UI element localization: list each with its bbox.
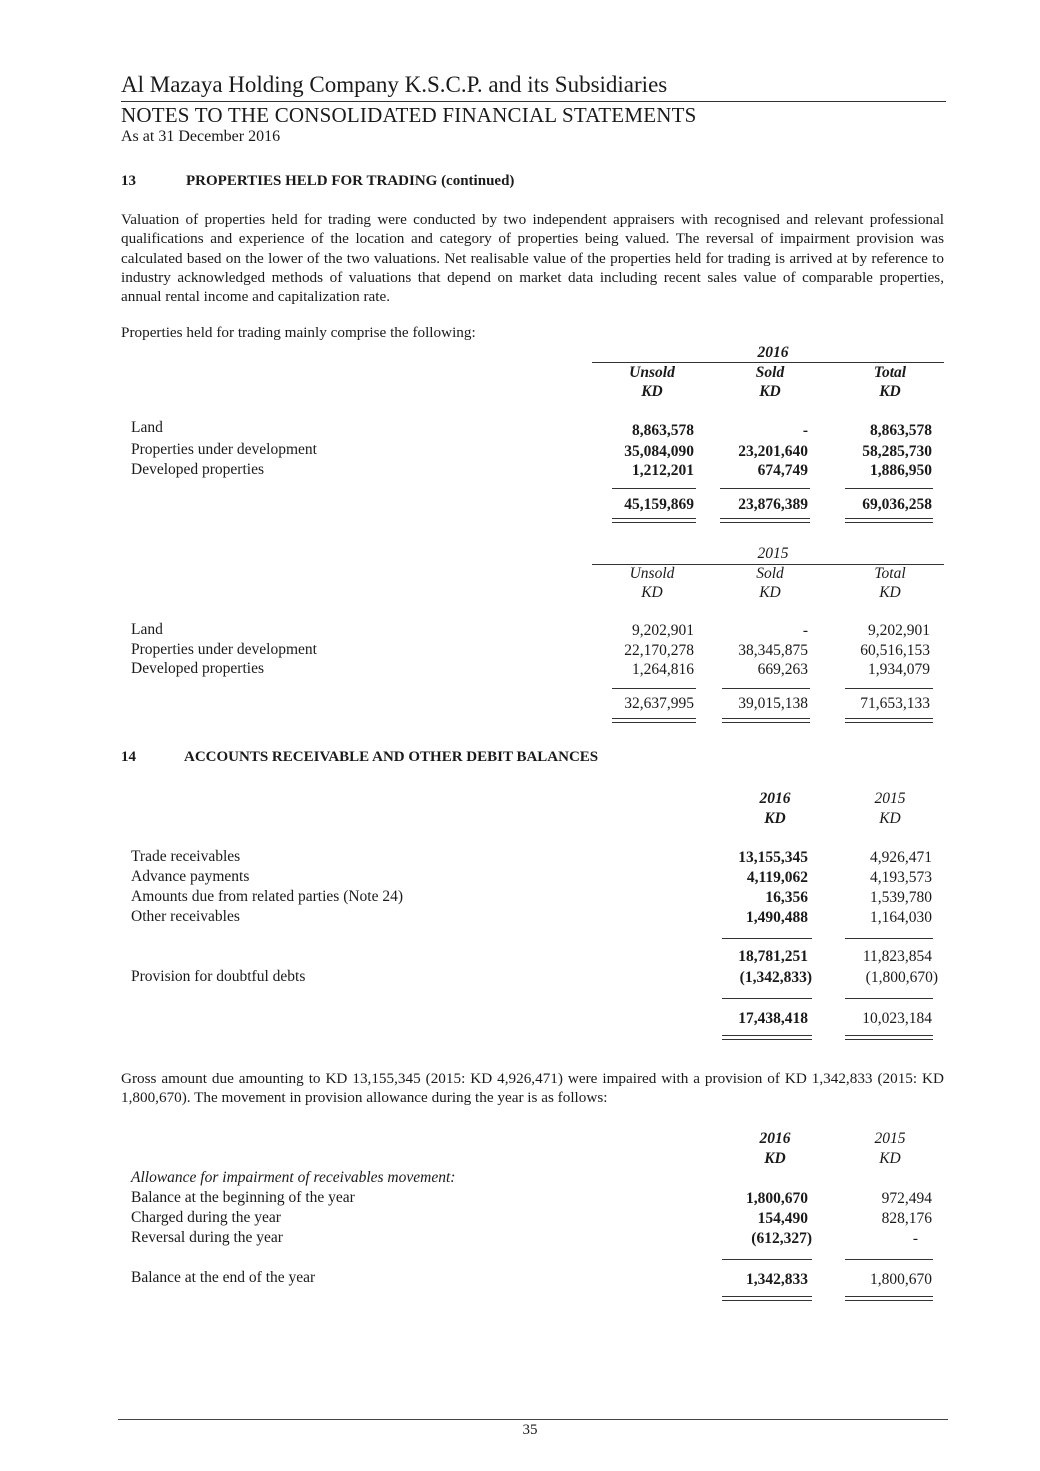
subtotal-rule xyxy=(845,688,933,689)
row-label: Developed properties xyxy=(131,461,264,478)
col-2015-unit: KD xyxy=(879,810,901,827)
subtotal-rule xyxy=(845,998,933,999)
col-total-2015: Total xyxy=(874,565,906,582)
movement-col-2015-unit: KD xyxy=(879,1150,901,1167)
table-cell: - xyxy=(912,1230,918,1247)
subtotal-rule xyxy=(722,1259,812,1260)
table-cell: 23,201,640 xyxy=(738,443,808,460)
provision-label: Provision for doubtful debts xyxy=(131,968,306,985)
subtotal-rule xyxy=(720,488,810,489)
balance-end-cell: 1,342,833 xyxy=(746,1271,808,1288)
row-label: Balance at the beginning of the year xyxy=(131,1189,355,1206)
subtotal-rule xyxy=(845,488,933,489)
provision-cell: (1,342,833) xyxy=(739,969,812,986)
table-cell: 1,164,030 xyxy=(870,909,932,926)
row-label: Reversal during the year xyxy=(131,1229,283,1246)
table-cell: 35,084,090 xyxy=(624,443,694,460)
table-cell: 674,749 xyxy=(757,462,808,479)
movement-caption: Allowance for impairment of receivables movement: xyxy=(131,1169,456,1186)
subtotal-rule xyxy=(612,488,696,489)
table-cell: 8,863,578 xyxy=(870,422,932,439)
subtotal-cell: 18,781,251 xyxy=(738,948,808,965)
col-total-2016: Total xyxy=(873,364,907,381)
note-13-number: 13 xyxy=(121,173,136,189)
table-cell: - xyxy=(802,422,808,439)
table-total: 39,015,138 xyxy=(738,695,808,712)
total-double-rule xyxy=(612,718,696,723)
footer-rule xyxy=(118,1419,948,1420)
page-number: 35 xyxy=(522,1422,538,1438)
movement-col-2016: 2016 xyxy=(759,1130,791,1147)
table-cell: (612,327) xyxy=(751,1230,812,1247)
notes-title: NOTES TO THE CONSOLIDATED FINANCIAL STATEMENTS xyxy=(121,103,697,127)
table-cell: 1,800,670 xyxy=(746,1190,808,1207)
col-unsold-2015: Unsold xyxy=(629,565,675,582)
table-cell: 1,934,079 xyxy=(868,661,930,678)
total-double-rule xyxy=(722,1035,812,1040)
movement-col-2016-unit: KD xyxy=(764,1150,786,1167)
table-cell: 828,176 xyxy=(881,1210,932,1227)
table-2016-year: 2016 xyxy=(757,344,789,361)
table-cell: 1,212,201 xyxy=(632,462,694,479)
subtotal-rule xyxy=(722,938,812,939)
total-double-rule xyxy=(720,518,810,523)
subtotal-rule xyxy=(722,688,810,689)
table-2016-header-rule xyxy=(592,362,944,363)
table-cell: 4,926,471 xyxy=(870,849,932,866)
table-total: 71,653,133 xyxy=(860,695,930,712)
table-cell: 38,345,875 xyxy=(738,642,808,659)
total-double-rule xyxy=(722,718,810,723)
note-14-paragraph: Gross amount due amounting to KD 13,155,345 (2015: KD 4,926,471) were impaired with a provision of KD 1,342,833 (2015: KD 1,800,670). The movement in provision allowance during the year is as follows: xyxy=(121,1070,944,1107)
table-cell: 1,490,488 xyxy=(746,909,808,926)
row-label: Other receivables xyxy=(131,908,240,925)
table-cell: 154,490 xyxy=(757,1210,808,1227)
col-unsold-2016: Unsold xyxy=(629,364,675,381)
table-cell: 60,516,153 xyxy=(860,642,930,659)
row-label: Properties under development xyxy=(131,641,317,658)
table-cell: 13,155,345 xyxy=(738,849,808,866)
col-total-2016-unit: KD xyxy=(879,383,901,400)
table-cell: 1,264,816 xyxy=(632,661,694,678)
row-label: Developed properties xyxy=(131,660,264,677)
table-cell: 1,886,950 xyxy=(870,462,932,479)
table-cell: 1,539,780 xyxy=(870,889,932,906)
col-2015: 2015 xyxy=(874,790,906,807)
table-total: 32,637,995 xyxy=(624,695,694,712)
table-2015-year: 2015 xyxy=(757,545,789,562)
table-cell: 9,202,901 xyxy=(868,622,930,639)
provision-cell: (1,800,670) xyxy=(865,969,938,986)
table-total: 45,159,869 xyxy=(624,496,694,513)
row-label: Land xyxy=(131,419,163,436)
col-unsold-2015-unit: KD xyxy=(641,584,663,601)
row-label: Properties under development xyxy=(131,441,317,458)
note-14-number: 14 xyxy=(121,749,136,765)
subtotal-cell: 11,823,854 xyxy=(862,948,932,965)
table-cell: 8,863,578 xyxy=(632,422,694,439)
row-label: Trade receivables xyxy=(131,848,241,865)
subtotal-rule xyxy=(612,688,696,689)
note-13-paragraph: Valuation of properties held for trading were conducted by two independent appraisers with recognised and relevant professional qualifications and experience of the location and category of properties being valued. The reversal of impairment provision was calculated based on the lower of the two valuations. Net realisable value of the properties held for trading is arrived at by reference to industry acknowledged methods of valuations that depend on market data including recent sales value of comparable properties, annual rental income and capitalization rate. xyxy=(121,211,944,306)
table-cell: 16,356 xyxy=(765,889,808,906)
note-14-title: ACCOUNTS RECEIVABLE AND OTHER DEBIT BALANCES xyxy=(184,749,599,765)
note-13-intro: Properties held for trading mainly comprise the following: xyxy=(121,324,476,341)
subtotal-rule xyxy=(722,998,812,999)
col-2016-unit: KD xyxy=(764,810,786,827)
total-double-rule xyxy=(845,718,933,723)
header-rule xyxy=(121,101,946,102)
table-cell: 9,202,901 xyxy=(632,622,694,639)
col-sold-2016: Sold xyxy=(755,364,785,381)
total-double-rule xyxy=(722,1296,812,1301)
subtotal-rule xyxy=(845,938,933,939)
row-label: Advance payments xyxy=(131,868,250,885)
col-total-2015-unit: KD xyxy=(879,584,901,601)
col-sold-2016-unit: KD xyxy=(759,383,781,400)
movement-col-2015: 2015 xyxy=(874,1130,906,1147)
total-double-rule xyxy=(612,518,696,523)
table-cell: 669,263 xyxy=(757,661,808,678)
total-cell: 10,023,184 xyxy=(862,1010,932,1027)
table-cell: - xyxy=(802,622,808,639)
balance-end-cell: 1,800,670 xyxy=(870,1271,932,1288)
subtotal-rule xyxy=(845,1259,933,1260)
table-cell: 58,285,730 xyxy=(862,443,932,460)
col-unsold-2016-unit: KD xyxy=(641,383,663,400)
note-13-title: PROPERTIES HELD FOR TRADING (continued) xyxy=(186,173,515,189)
total-double-rule xyxy=(845,1035,933,1040)
table-cell: 972,494 xyxy=(881,1190,932,1207)
col-2016: 2016 xyxy=(759,790,791,807)
col-sold-2015-unit: KD xyxy=(759,584,781,601)
total-double-rule xyxy=(845,518,933,523)
total-double-rule xyxy=(845,1296,933,1301)
row-label: Amounts due from related parties (Note 24) xyxy=(131,888,404,905)
company-name: Al Mazaya Holding Company K.S.C.P. and its Subsidiaries xyxy=(121,72,668,97)
table-cell: 22,170,278 xyxy=(624,642,694,659)
balance-end-label: Balance at the end of the year xyxy=(131,1269,316,1286)
total-cell: 17,438,418 xyxy=(738,1010,808,1027)
table-cell: 4,193,573 xyxy=(870,869,932,886)
row-label: Land xyxy=(131,621,163,638)
table-total: 69,036,258 xyxy=(862,496,932,513)
table-total: 23,876,389 xyxy=(738,496,808,513)
table-cell: 4,119,062 xyxy=(746,869,808,886)
as-at-date: As at 31 December 2016 xyxy=(121,128,281,145)
row-label: Charged during the year xyxy=(131,1209,281,1226)
col-sold-2015: Sold xyxy=(756,565,784,582)
